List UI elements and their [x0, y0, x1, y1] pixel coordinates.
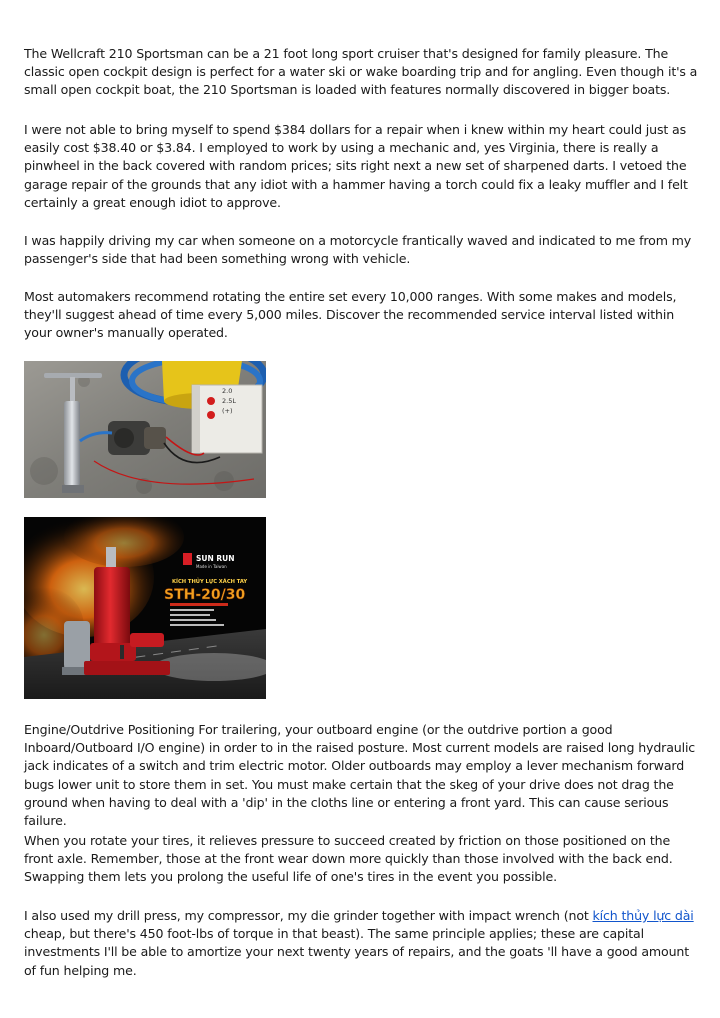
ad-headline: KÍCH THỦY LỰC XÁCH TAY	[172, 579, 248, 585]
paragraph-tire-pressure: When you rotate your tires, it relieves pressure to succeed created by friction on those positioned on the front axle. Remember, those at the front wear down more quickly than those involved with the back end. Swapping them lets you prolong the useful life of one's tires in the event you possible.	[24, 833, 673, 885]
pump-motor-photo	[24, 361, 266, 498]
paragraph-repair-cost: I were not able to bring myself to spend $384 dollars for a repair when i knew within my heart could just as easily cost $38.40 or $3.84. I employed to work by using a mechanic and, yes Virginia, there is really a pinwheel in the back covered with random prices; sits right next a new set of sharpened darts. I vetoed the garage repair of the grounds that any idiot with a hammer having a torch could fix a leaky muffler and I felt certainly a great enough idiot to approve.	[24, 122, 688, 210]
paragraph-tools-start: I also used my drill press, my compressor, my die grinder together with impact wrench (not	[24, 908, 593, 923]
box-label-line-2: 2.5L	[222, 397, 236, 405]
paragraph-motorcycle: I was happily driving my car when someone on a motorcycle frantically waved and indicated to me from my passenger's side that had been something wrong with vehicle.	[24, 233, 692, 267]
hydraulic-jack-link[interactable]: kích thủy lực dài	[592, 908, 694, 923]
brand-name: SUN RUN	[196, 554, 235, 563]
hydraulic-jack-ad	[24, 517, 266, 699]
model-number: STH-20/30	[164, 587, 246, 603]
paragraph-outdrive: Engine/Outdrive Positioning For trailering, your outboard engine (or the outdrive portion a good Inboard/Outboard I/O engine) in order to in the raised posture. Most current models are raised long hydraulic jack indicates of a switch and trim electric motor. Older outboards may employ a lever mechanism forward bugs lower unit to store them in set. You must make certain that the skeg of your drive does not drag the ground when having to deal with a 'dip' in the cloths line or entering a front yard. This can cause serious failure.	[24, 722, 696, 829]
box-label-line-3: (+)	[222, 407, 233, 415]
red-switch-icon	[207, 397, 215, 405]
red-switch-icon	[207, 411, 215, 419]
paragraph-tools-end: cheap, but there's 450 foot-lbs of torque in that beast). The same principle applies; these are capital investments I'll be able to amortize your next twenty years of repairs, and the goats 'll have a good amount of fun helping me.	[24, 926, 690, 978]
brand-subtitle: Made in Taiwan	[196, 564, 227, 569]
paragraph-tools	[24, 907, 700, 980]
hydraulic-jack-illustration	[24, 517, 266, 699]
box-label-line-1: 2.0	[222, 387, 233, 395]
pump-motor-illustration	[24, 361, 266, 498]
paragraph-wellcraft: The Wellcraft 210 Sportsman can be a 21 foot long sport cruiser that's designed for family pleasure. The classic open cockpit design is perfect for a water ski or wake boarding trip and for angling. Even though it's a small open cockpit boat, the 210 Sportsman is loaded with features normally discovered in bigger boats.	[24, 46, 698, 98]
paragraph-tire-rotation: Most automakers recommend rotating the entire set every 10,000 ranges. With some makes and models, they'll suggest ahead of time every 5,000 miles. Discover the recommended service interval listed within your owner's manually operated.	[24, 289, 677, 341]
